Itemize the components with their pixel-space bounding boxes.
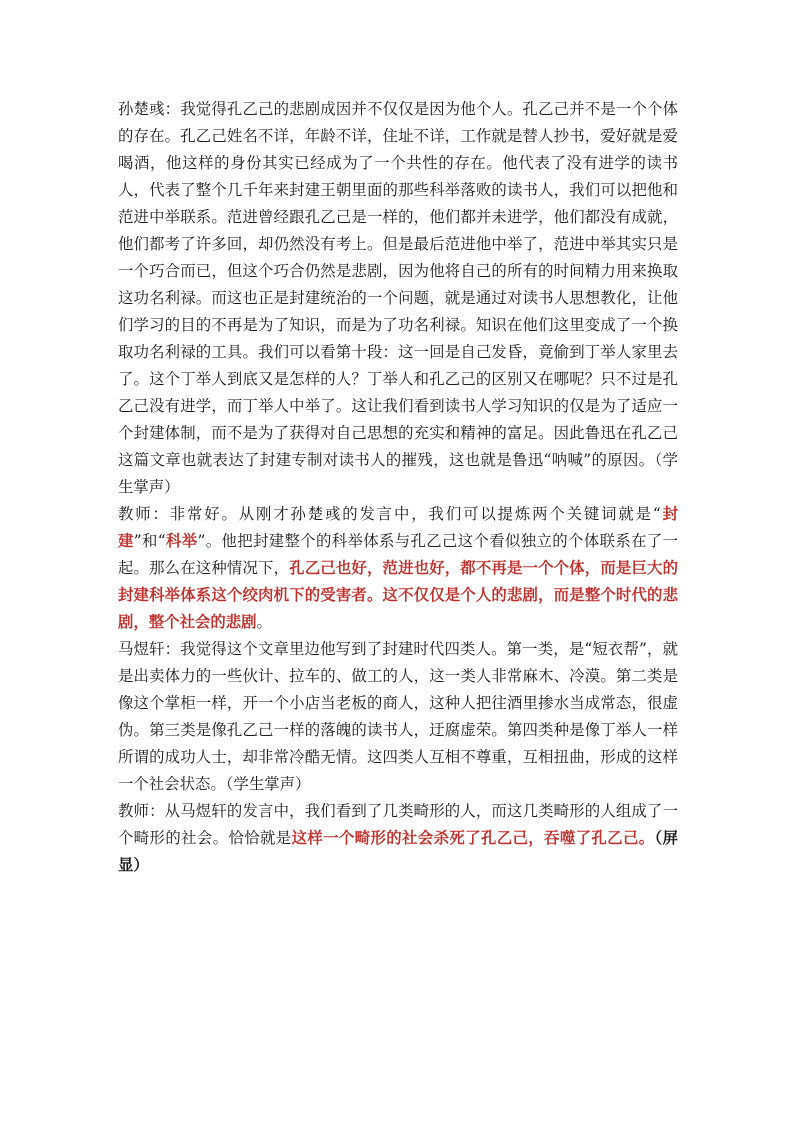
- bold-text: （屏显）: [118, 829, 678, 874]
- paragraph-p1: [118, 96, 678, 501]
- paragraph-p2: [118, 501, 678, 636]
- paragraph-p4: [118, 798, 678, 879]
- highlighted-text: 孔乙己也好，范进也好，都不再是一个个体，而是巨大的封建科举体系这个绞肉机下的受害者。这不仅仅是个人的悲剧，而是整个时代的悲剧，整个社会的悲剧: [118, 559, 678, 631]
- text-segment: ”和“: [133, 532, 166, 550]
- text-segment: 教师：从马煜轩的发言中，我们看到了几类畸形的人，而这几类畸形的人组成了一个畸形的社会。恰恰就是: [118, 802, 678, 847]
- text-segment: ”。他把封建整个的科举体系与孔乙己这个看似独立的个体联系在了一起。那么在这种情况下，: [118, 532, 678, 577]
- highlighted-text: 这样一个畸形的社会杀死了孔乙己，吞噬了孔乙己。: [291, 829, 655, 847]
- text-segment: 。: [256, 613, 272, 631]
- text-segment: 教师：非常好。从刚才孙楚彧的发言中，我们可以提炼两个关键词就是“: [118, 505, 661, 523]
- paragraph-p3: [118, 636, 678, 798]
- highlighted-text: 科举: [165, 532, 198, 550]
- document-body: [118, 96, 678, 879]
- highlighted-text: 封建: [118, 505, 678, 550]
- text-segment: 孙楚彧：我觉得孔乙己的悲剧成因并不仅仅是因为他个人。孔乙己并不是一个个体的存在。孔乙己姓名不详，年龄不详，住址不详，工作就是替人抄书，爱好就是爱喝酒，他这样的身份其实已经成为了一个共性的存在。他代表了没有进学的读书人，代表了整个几千年来封建王朝里面的那些科举落败的读书人，我们可以把他和范进中举联系。范进曾经跟孔乙己是一样的，他们都并未进学，他们都没有成就，他们都考了许多回，却仍然没有考上。但是最后范进他中举了，范进中举其实只是一个巧合而已，但这个巧合仍然是悲剧，因为他将自己的所有的时间精力用来换取这功名利禄。而这也正是封建统治的一个问题，就是通过对读书人思想教化，让他们学习的目的不再是为了知识，而是为了功名利禄。知识在他们这里变成了一个换取功名利禄的工具。我们可以看第十段：这一回是自己发昏，竟偷到丁举人家里去了。这个丁举人到底又是怎样的人？丁举人和孔乙己的区别又在哪呢？只不过是孔乙己没有进学，而丁举人中举了。这让我们看到读书人学习知识的仅是为了适应一个封建体制，而不是为了获得对自己思想的充实和精神的富足。因此鲁迅在孔乙己这篇文章也就表达了封建专制对读书人的摧残，这也就是鲁迅“呐喊”的原因。（学生掌声）: [118, 100, 678, 496]
- text-segment: 马煜轩：我觉得这个文章里边他写到了封建时代四类人。第一类，是“短衣帮”，就是出卖体力的一些伙计、拉车的、做工的人，这一类人非常麻木、冷漠。第二类是像这个掌柜一样，开一个小店当老板的商人，这种人把往酒里掺水当成常态，很虚伪。第三类是像孔乙己一样的落魄的读书人，迂腐虚荣。第四类种是像丁举人一样所谓的成功人士，却非常冷酷无情。这四类人互相不尊重，互相扭曲，形成的这样一个社会状态。（学生掌声）: [118, 640, 678, 793]
